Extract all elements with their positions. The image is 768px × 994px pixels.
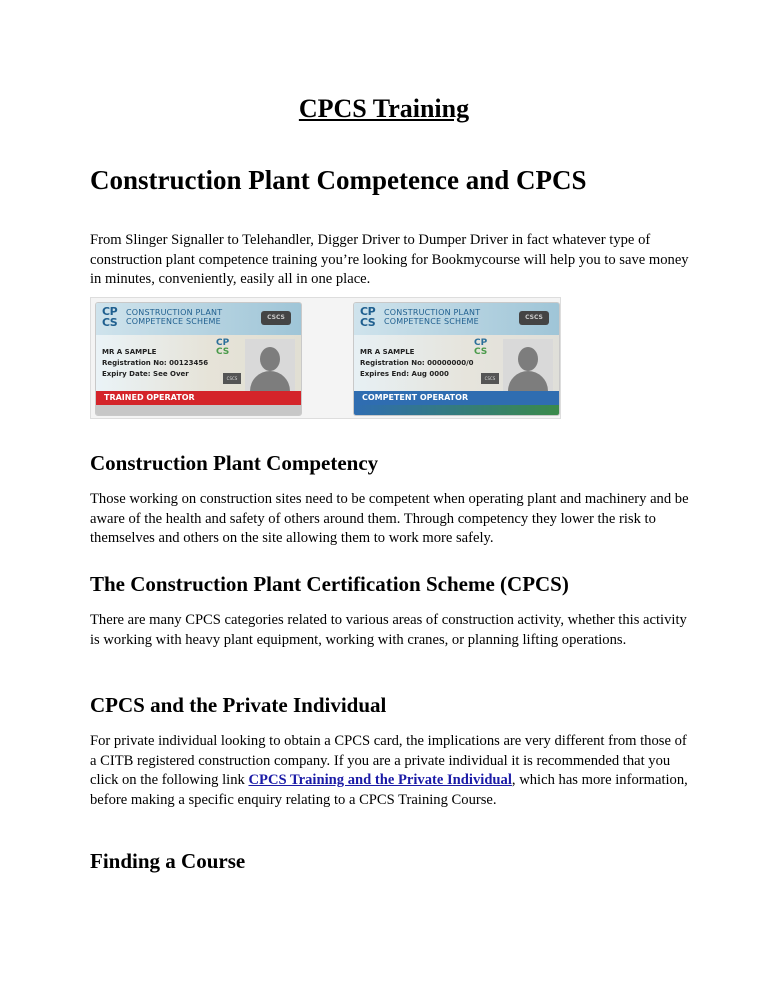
section-heading-finding-course: Finding a Course (90, 849, 246, 873)
card-expiry: Expiry Date: See Over (102, 370, 189, 378)
small-cpcs-logo: CP CS (474, 338, 488, 357)
card-stripe (354, 405, 559, 415)
trained-operator-card (95, 302, 302, 416)
card-footer-label: COMPETENT OPERATOR (354, 391, 559, 405)
card-fields (360, 347, 474, 380)
section-heading-private-individual: CPCS and the Private Individual (90, 693, 387, 717)
section-body-competency: Those working on construction sites need to be competent when operating plant and machinery and be aware of the health and safety of others around them. Through competency they lower the risk to themselves and others on the site allowing them to work more safely. (90, 491, 689, 546)
card-stripe (96, 405, 301, 415)
card-registration: Registration No: 00000000/0 (360, 359, 474, 367)
cpcs-logo: CP CS (102, 305, 118, 329)
person-silhouette-icon (245, 339, 295, 397)
section-body-private-individual: For private individual looking to obtain a CPCS card, the implications are very different from those of a CITB registered construction company. If you are a private individual it is recommended that you click on the following link CPCS Training and the Private Individual, which has more information, before making a specific enquiry relating to a CPCS Training Course. (90, 733, 688, 808)
main-heading: Construction Plant Competence and CPCS (90, 165, 587, 195)
card-name: MR A SAMPLE (360, 348, 415, 356)
competent-operator-card (353, 302, 560, 416)
cscs-badge: CSCS (261, 311, 291, 325)
card-registration: Registration No: 00123456 (102, 359, 209, 367)
person-silhouette-icon (503, 339, 553, 397)
cscs-badge: CSCS (519, 311, 549, 325)
card-header (96, 303, 301, 335)
section-heading-competency: Construction Plant Competency (90, 451, 379, 475)
card-name: MR A SAMPLE (102, 348, 157, 356)
card-footer-label: TRAINED OPERATOR (96, 391, 301, 405)
card-seal: CSCS (223, 373, 241, 384)
card-expiry: Expires End: Aug 0000 (360, 370, 449, 378)
cpcs-logo: CP CS (360, 305, 376, 329)
card-header (354, 303, 559, 335)
cpcs-cards-image (90, 297, 561, 419)
section-heading-cpcs: The Construction Plant Certification Scheme (CPCS) (90, 572, 569, 596)
section-body-cpcs: There are many CPCS categories related to various areas of construction activity, whether this activity is working with heavy plant equipment, working with cranes, or planning lifting operations. (90, 612, 687, 648)
scheme-name: CONSTRUCTION PLANT COMPETENCE SCHEME (384, 308, 481, 326)
private-individual-link[interactable]: CPCS Training and the Private Individual (248, 772, 512, 788)
intro-paragraph: From Slinger Signaller to Telehandler, Digger Driver to Dumper Driver in fact whatever type of construction plant competence training you’re looking for Bookmycourse will help you to save money in minutes, conveniently, easily all in one place. (90, 232, 689, 287)
scheme-name: CONSTRUCTION PLANT COMPETENCE SCHEME (126, 308, 223, 326)
page-title: CPCS Training (298, 94, 470, 123)
small-cpcs-logo: CP CS (216, 338, 230, 357)
card-fields (102, 347, 208, 380)
card-seal: CSCS (481, 373, 499, 384)
